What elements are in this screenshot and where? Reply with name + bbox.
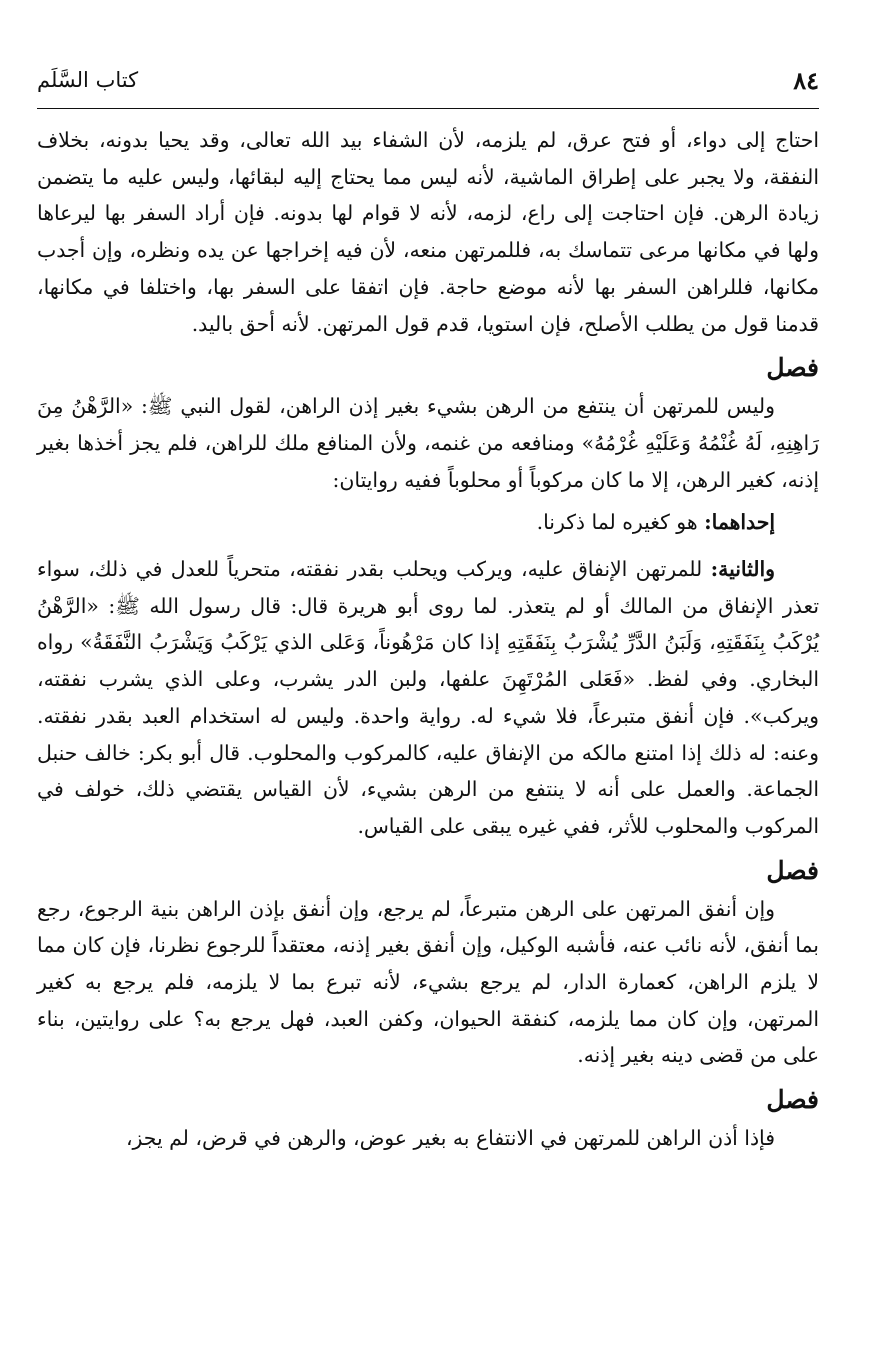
paragraph-4	[37, 551, 819, 845]
paragraph-6: فإذا أذن الراهن للمرتهن في الانتفاع به بغير عوض، والرهن في قرض، لم يجز،	[125, 1126, 775, 1151]
page-number: ٨٤	[793, 66, 819, 95]
page-header	[37, 64, 819, 109]
paragraph-3-text: هو كغيره لما ذكرنا.	[536, 510, 705, 535]
running-title: كتاب السَّلَم	[37, 68, 139, 92]
section-heading-2: فصل	[766, 855, 819, 885]
paragraph-4-text: للمرتهن الإنفاق عليه، ويركب ويحلب بقدر نفقته، متحرياً للعدل في ذلك، سواء تعذر الإنفاق من المالك أو لم يتعذر. لما روى أبو هريرة قال: قال رسول الله ﷺ: «الرَّهْنُ يُرْكَبُ بِنَفَقَتِهِ، وَلَبَنُ الدَّرِّ يُشْرَبُ بِنَفَقَتِهِ إذا كان مَرْهُوناً، وَعَلى الذي يَرْكَبُ وَيَشْرَبُ النَّفَقَةُ» رواه البخاري. وفي لفظ. «فَعَلى المُرْتَهِنَ علفها، ولبن الدر يشرب، وعلى الذي يشرب نفقته، ويركب». فإن أنفق متبرعاً، فلا شيء له. رواية واحدة. وليس له استخدام العبد بقدر نفقته. وعنه: له ذلك إذا امتنع مالكه من الإنفاق عليه، كالمركوب والمحلوب. قال أبو بكر: خالف حنبل الجماعة. والعمل على أنه لا ينتفع من الرهن بشيء، لأن القياس يقتضي ذلك، خولف في المركوب والمحلوب للأثر، ففي غيره يبقى على القياس.	[37, 557, 819, 838]
paragraph-1: احتاج إلى دواء، أو فتح عرق، لم يلزمه، لأن الشفاء بيد الله تعالى، وقد يحيا بدونه، بخلاف النفقة، ولا يجبر على إطراق الماشية، لأنه ليس مما يحتاج إليه لبقائها، وليس عليه ما يتضمن زيادة الرهن. فإن احتاجت إلى راع، لزمه، لأنه لا قوام لها بدونه. فإن أراد السفر بها ليرعاها ولها في مكانها مرعى تتماسك به، فللمرتهن منعه، لأن فيه إخراجها عن يده ونظره، وإن أجدب مكانها، فللراهن السفر بها لأنه موضع حاجة. فإن اتفقا على السفر بها، واختلفا في مكانها، قدمنا قول من يطلب الأصلح، فإن استويا، قدم قول المرتهن. لأنه أحق باليد.	[37, 128, 819, 336]
paragraph-3	[37, 504, 819, 541]
paragraph-2: وليس للمرتهن أن ينتفع من الرهن بشيء بغير إذن الراهن، لقول النبي ﷺ: «الرَّهْنُ مِنَ رَاهِنِهِ، لَهُ غُنْمُهُ وَعَلَيْهِ غُرْمُهُ» ومنافعه من غنمه، ولأن المنافع ملك للراهن، فلم يجز أخذها بغير إذنه، كغير الرهن، إلا ما كان مركوباً أو محلوباً ففيه روايتان:	[37, 394, 819, 492]
section-heading-3: فصل	[766, 1085, 819, 1115]
page-body	[37, 122, 819, 1157]
paragraph-4-label: والثانية:	[710, 557, 775, 582]
paragraph-3-label: إحداهما:	[704, 510, 775, 535]
section-heading-1: فصل	[766, 353, 819, 383]
paragraph-5: وإن أنفق المرتهن على الرهن متبرعاً، لم يرجع، وإن أنفق بإذن الراهن بنية الرجوع، رجع بما أنفق، لأنه نائب عنه، فأشبه الوكيل، وإن أنفق بغير إذنه، معتقداً للرجوع نظرنا، فإن كان مما لا يلزم الراهن، كعمارة الدار، لم يرجع بشيء، لأنه تبرع بما لا يلزمه، فلم يرجع به كغير المرتهن، وإن كان مما يلزمه، كنفقة الحيوان، وكفن العبد، فهل يرجع به؟ على روايتين، بناء على من قضى دينه بغير إذنه.	[37, 896, 819, 1068]
